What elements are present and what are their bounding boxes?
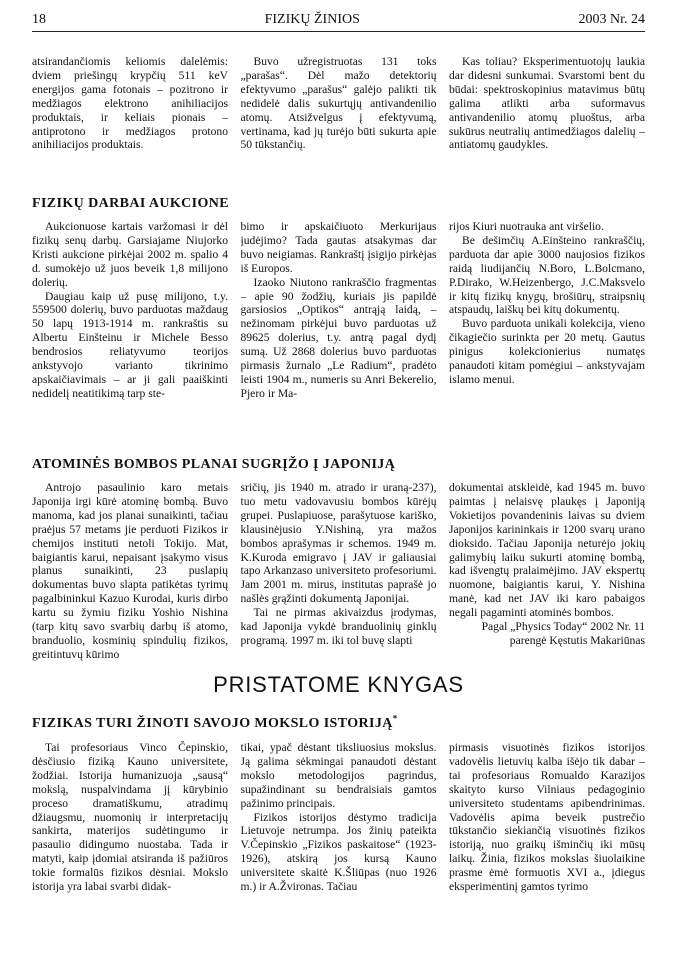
page-number: 18 — [32, 12, 46, 27]
books-col-3 — [449, 741, 645, 894]
top-col-1 — [32, 55, 228, 152]
paragraph: Kas toliau? Eksperimentuotojų laukia dar didesni sunkumai. Svarstomi bent du būdai: spektroskopinius matavimus būtų galima atlikti arba suformavus antivandenilio atomų pluoštus, arba sukūrus neutralių antimedžiagos dalelių – antiatomų gaudykles. — [449, 55, 645, 152]
paragraph: Antrojo pasaulinio karo metais Japonija irgi kūrė atominę bombą. Buvo manoma, kad jos planai sunaikinti, tačiau praėjus 57 metams jie perduoti Fizikos ir chemijos instituti netoli Tokijo. Mat, baigiantis karui, nepaisant įsakymo visus planus sunaikinti, 23 puslapių dokumentas buvo slapta patikėtas tyrimų pagalbininkui Kazuo Kurodai, kuris dirbo kartu su žymiu fiziku Yoshio Nishina (tarp kitų savo svarbių darbų iš atomo, branduolio, kosminių spindulių fizikos, greitintuvų kūrimo — [32, 481, 228, 661]
auction-col-2 — [241, 220, 437, 401]
header-rule — [32, 31, 645, 32]
paragraph: bimo ir apskaičiuoto Merkurijaus judėjimo? Tada gautas atsakymas dar buvo neigiamas. Rankraštį įsigijo pirkėjas iš Europos. — [240, 220, 437, 275]
books-title — [32, 713, 645, 732]
paragraph: Tai profesoriaus Vinco Čepinskio, dėsčiusio fiziką Kauno universitete, žodžiai. Istorija humanizuoja „sausą“ mokslą, nuspalvindama jį kūrybinio proceso dramatiškumu, atradimų džiaugsmu, nuomonių ir interpretacijų sankirta, materijos sudėtingumo ir pasaulio didingumo nuostaba. Tada ir matyti, kaip įdomiai atsiranda iš pažiūros tokie formalūs fizikos dėsniai. Mokslo istorija yra labai svarbi didak- — [32, 741, 228, 894]
paragraph: Fizikos istorijos dėstymo tradicija Lietuvoje netrumpa. Jos žinių pateikta V.Čepinskio „Fizikos paskaitose“ (1923-1926), atskirą jos kursą Kauno universitete skaitė K.Šliūpas (nuo 1926 m.) ir A.Žvironas. Tačiau — [240, 810, 437, 894]
paragraph: Be dešimčių A.Einšteino rankraščių, parduota dar apie 3000 naujosios fizikos raidą liudijančių N.Boro, L.Bolcmano, P.Dirako, W.Heizenbergo, J.C.Maksvelo ir kitų fizikų knygų, brošiūrų, straipsnių atspaudų, laiškų bei kitų dokumentų. — [449, 233, 645, 317]
paragraph: sričių, jis 1940 m. atrado ir uraną-237), tuo metu vadovavusiu bombos kūrėjų grupei. Puslapiuose, parašytuose kariško, klausinėjusio Y.Nishiną, yra mažos bombos aprašymas ir schemos. 1949 m. K.Kuroda emigravo į JAV ir galiausiai tapo Arkanzaso universiteto profesoriumi. Jam 2001 m. mirus, institutas paprašė jo našlės grąžinti dokumentą Japonijai. — [240, 481, 437, 606]
top-continuation — [32, 55, 645, 152]
atomic-col-2 — [241, 481, 437, 662]
issue-label: 2003 Nr. 24 — [578, 12, 645, 27]
paragraph: Daugiau kaip už pusę milijono, t.y. 559500 dolerių, buvo parduotas maždaug 50 lapų 1913-1914 m. rankraštis su Albertu Einšteinu ir Michele Besso bendrosios reliatyvumo teorijos ankstyvojo varianto tikrinimo apskaičiavimais – ar ji gali paaiškinti nedidelį neatitikimą tarp ste- — [32, 289, 228, 400]
section-heading: PRISTATOME KNYGAS — [213, 672, 464, 697]
top-col-2 — [241, 55, 437, 152]
paragraph: Aukcionuose kartais varžomasi ir dėl fizikų senų darbų. Garsiajame Niujorko Kristi aukcione pirkėjai 2002 m. spalio 4 d. sumokėjo už juos beveik 1,8 milijono dolerių. — [32, 220, 228, 289]
auction-col-3 — [449, 220, 645, 401]
page-header — [32, 12, 645, 32]
paragraph: Buvo parduota unikali kolekcija, vieno čikagiečio surinkta per 20 metų. Gautus pinigus kolekcionierius numatęs panaudoti kitam pomėgiui – ankstyvajam islamo menui. — [449, 317, 645, 386]
books-title-text: FIZIKAS TURI ŽINOTI SAVOJO MOKSLO ISTORIJĄ — [32, 716, 393, 731]
auction-article — [32, 220, 645, 401]
auction-col-1 — [32, 220, 228, 401]
paragraph: rijos Kiuri nuotrauka ant viršelio. — [449, 220, 604, 233]
atomic-col-1 — [32, 481, 228, 662]
journal-title: FIZIKŲ ŽINIOS — [264, 12, 360, 27]
paragraph: atsirandančiomis keliomis dalelėmis: dviem priešingų krypčių 511 keV energijos gama fotonais – pozitrono ir medžiagos elektrono anihiliacijos produktais, ir keliais pionais – antiprotono ir medžiagos protono anihiliacijos produktais. — [32, 55, 228, 152]
paragraph: Buvo užregistruotas 131 toks „parašas“. Dėl mažo detektorių efektyvumo „parašus“ galėjo palikti tik nedidelė dalis sukurtųjų antivandenilio atomų. Atsižvelgus į efektyvumą, vertinama, kad jų turėjo būti sukurta apie 50 tūkstančių. — [240, 55, 437, 152]
auction-title: FIZIKŲ DARBAI AUKCIONE — [32, 196, 230, 211]
source-line: Pagal „Physics Today“ 2002 Nr. 11 — [481, 620, 645, 634]
atomic-col-3 — [449, 481, 645, 662]
paragraph: Izaoko Niutono rankraščio fragmentas – apie 90 žodžių, kuriais jis papildė garsiosios „Optikos“ antrąją laidą, – nežinomam pirkėjui buvo parduotas už 89625 dolerius, t.y. antrą pagal dydį sumą. Už 2868 dolerius buvo parduotas pirmasis žurnalo „Le Radium“, pradėto leisti 1904 m., numeris su Anri Bekerelio, Pjero ir Ma- — [240, 275, 437, 400]
paragraph: tikai, ypač dėstant tiksliuosius mokslus. Ją galima sėkmingai panaudoti dėstant mokslo metodologijos pagrindus, supažindinant su bendraisiais gamtos pažinimo principais. — [240, 741, 437, 810]
atomic-title: ATOMINĖS BOMBOS PLANAI SUGRĮŽO Į JAPONIJĄ — [32, 457, 396, 472]
paragraph: Tai ne pirmas akivaizdus įrodymas, kad Japonija vykdė branduolinių ginklų programą. 1997 m. iki tol buvę slapti — [240, 606, 437, 647]
author-line: parengė Kęstutis Makariūnas — [509, 633, 645, 647]
atomic-article — [32, 481, 645, 662]
books-article — [32, 741, 645, 894]
books-col-2 — [241, 741, 437, 894]
paragraph: dokumentai atskleidė, kad 1945 m. buvo paimtas į nelaisvę plaukęs į Japoniją Vokietijos povandeninis laivas su dviem Japonijos karininkais ir 1200 svarų urano dioksido. Tačiau Japonija neturėjo jokių galimybių laiku sukurti atominę bombą, kad išvengtų pralaimėjimo. JAV ekspertų nuomone, baigiantis karui, Y. Nishina manė, kad net JAV iki karo pabaigos negali pagaminti atominės bombos. — [449, 481, 645, 620]
top-col-3 — [449, 55, 645, 152]
books-col-1 — [32, 741, 228, 894]
paragraph: pirmasis visuotinės fizikos istorijos vadovėlis lietuvių kalba išėjo tik dabar – tai profesoriaus Romualdo Karazijos skaityto kurso Vilniaus pedagoginio universiteto studentams apibendrinimas. Vadovėlis apima beveik pustrečio tūkstančio siekiančią visuotinės fizikos istoriją, nuo graikų išminčių iki mūsų laikų. Žinia, fizikos mokslas šiuolaikine prasme ėmė formuotis XVI a., įdiegus eksperimentinį gamtos tyrimo — [449, 741, 645, 894]
footnote-mark: * — [392, 713, 398, 724]
